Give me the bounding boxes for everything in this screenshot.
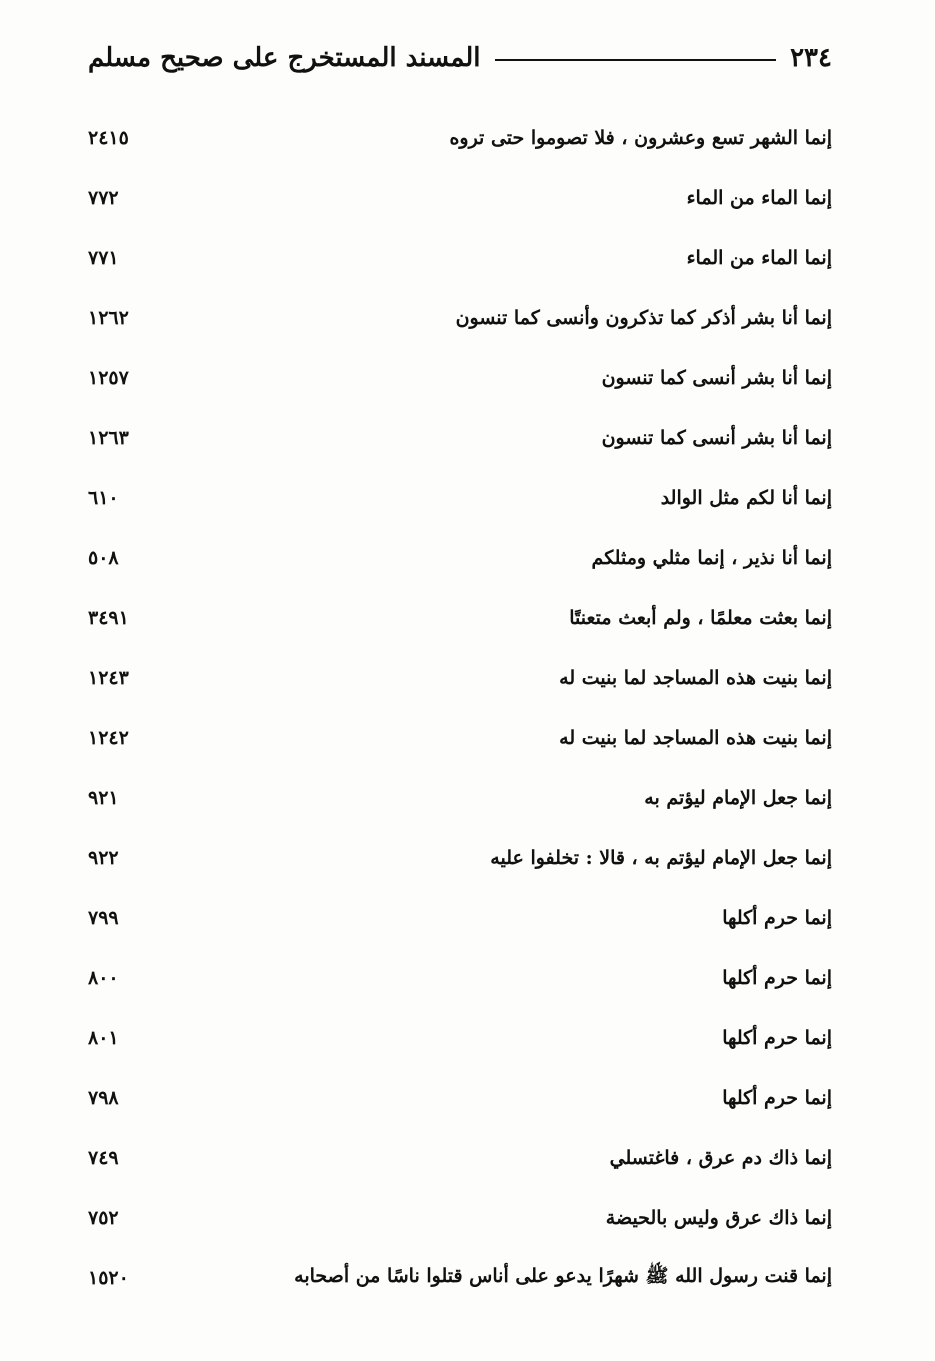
index-entry [88,948,832,1008]
hadith-text: إنما ذاك دم عرق ، فاغتسلي [609,1147,832,1169]
index-entry [88,468,832,528]
index-entry [88,528,832,588]
hadith-number: ١٥٢٠ [88,1267,129,1289]
index-entry [88,348,832,408]
page-header [88,38,832,78]
hadith-number: ٨٠٠ [88,967,119,989]
hadith-text: إنما حرم أكلها [722,1087,832,1109]
hadith-number: ٧٩٩ [88,907,119,929]
index-entry [88,1188,832,1248]
index-entry [88,168,832,228]
hadith-number: ٥٠٨ [88,547,119,569]
hadith-number: ٢٤١٥ [88,127,129,149]
hadith-text: إنما بعثت معلمًا ، ولم أبعث متعنتًا [569,607,832,629]
hadith-number: ٩٢١ [88,787,119,809]
hadith-number: ١٢٤٢ [88,727,129,749]
index-entry [88,648,832,708]
hadith-text: إنما قنت رسول الله ﷺ شهرًا يدعو على أناس قتلوا ناسًا من أصحابه [294,1265,832,1287]
index-entry [88,828,832,888]
hadith-number: ١٢٦٢ [88,307,129,329]
header-rule [495,59,777,61]
hadith-number: ٧٧١ [88,247,119,269]
hadith-number: ١٢٤٣ [88,667,129,689]
index-entry [88,888,832,948]
index-entry [88,228,832,288]
hadith-number: ٦١٠ [88,487,119,509]
hadith-text: إنما حرم أكلها [722,967,832,989]
hadith-number: ٧٧٢ [88,187,119,209]
hadith-text: إنما جعل الإمام ليؤتم به [644,787,832,809]
index-entry [88,1248,832,1308]
index-entry [88,768,832,828]
hadith-text: إنما ذاك عرق وليس بالحيضة [605,1207,832,1229]
book-title: المسند المستخرج على صحيح مسلم [88,43,481,73]
hadith-text: إنما أنا لكم مثل الوالد [660,487,832,509]
hadith-number: ١٢٥٧ [88,367,129,389]
hadith-number: ٧٥٢ [88,1207,119,1229]
hadith-number: ٧٩٨ [88,1087,119,1109]
hadith-text: إنما جعل الإمام ليؤتم به ، قالا : تخلفوا عليه [490,847,832,869]
index-entry [88,588,832,648]
page-number: ٢٣٤ [790,43,832,73]
hadith-text: إنما أنا بشر أنسى كما تنسون [601,427,832,449]
hadith-text: إنما بنيت هذه المساجد لما بنيت له [559,667,832,689]
hadith-text: إنما أنا بشر أذكر كما تذكرون وأنسى كما تنسون [455,307,832,329]
hadith-number: ٨٠١ [88,1027,119,1049]
hadith-text: إنما الماء من الماء [686,187,832,209]
hadith-text: إنما حرم أكلها [722,1027,832,1049]
hadith-number: ١٢٦٣ [88,427,129,449]
hadith-text: إنما أنا نذير ، إنما مثلي ومثلكم [591,547,832,569]
index-entry [88,708,832,768]
hadith-number: ٣٤٩١ [88,607,129,629]
index-entry [88,1068,832,1128]
hadith-text: إنما أنا بشر أنسى كما تنسون [601,367,832,389]
hadith-index-list [88,108,832,1308]
hadith-text: إنما الشهر تسع وعشرون ، فلا تصوموا حتى تروه [449,127,832,149]
hadith-number: ٩٢٢ [88,847,119,869]
index-entry [88,408,832,468]
hadith-text: إنما حرم أكلها [722,907,832,929]
hadith-number: ٧٤٩ [88,1147,119,1169]
hadith-text: إنما الماء من الماء [686,247,832,269]
hadith-text: إنما بنيت هذه المساجد لما بنيت له [559,727,832,749]
index-entry [88,1128,832,1188]
index-entry [88,1008,832,1068]
index-entry [88,108,832,168]
index-entry [88,288,832,348]
